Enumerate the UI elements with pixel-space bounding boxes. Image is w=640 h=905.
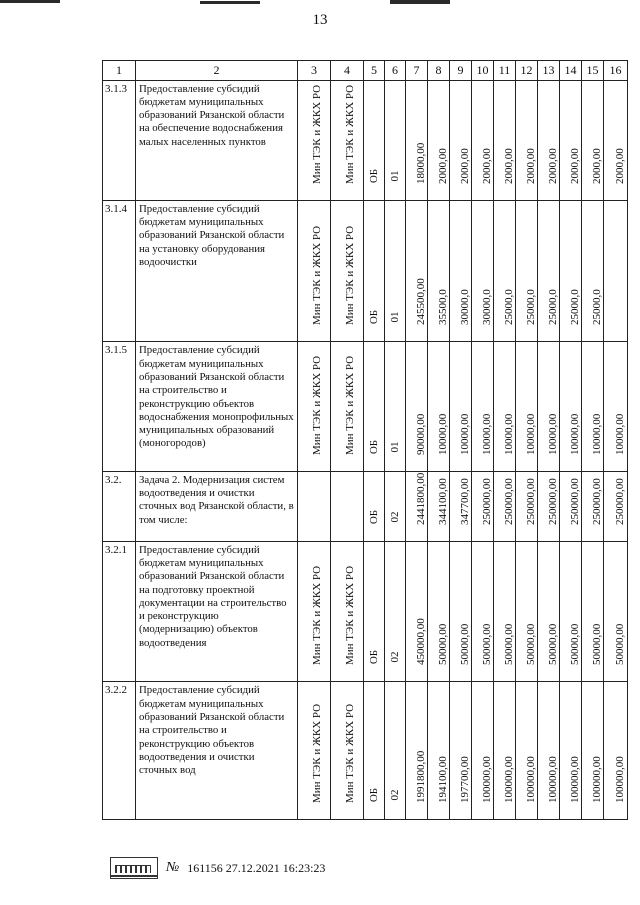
header-cell: 14: [560, 61, 582, 81]
amount-cell: [428, 682, 450, 820]
amount-cell: [406, 471, 428, 541]
table-row: [103, 342, 628, 471]
doc-info: 161156 27.12.2021 16:23:23: [187, 860, 326, 875]
amount-text: 100000,00: [502, 756, 515, 803]
amount-text: 10000,00: [524, 413, 537, 455]
header-cell: 13: [538, 61, 560, 81]
amount-text: 100000,00: [590, 756, 603, 803]
amount-cell: [472, 80, 494, 200]
amount-text: 50000,00: [524, 624, 537, 666]
amount-text: 10000,00: [613, 413, 626, 455]
table-row: [103, 471, 628, 541]
funding-source-text: ОБ: [368, 509, 380, 524]
amount-cell: [538, 541, 560, 682]
amount-text: 90000,00: [414, 413, 427, 455]
executor-cell: [298, 342, 331, 471]
funding-source-text: ОБ: [368, 787, 380, 803]
header-cell: 5: [364, 61, 385, 81]
funding-source-cell: [364, 200, 385, 342]
funding-code-text: 02: [389, 511, 401, 523]
amount-cell: [560, 682, 582, 820]
amount-text: 347700,00: [458, 477, 471, 525]
amount-cell: [494, 541, 516, 682]
funding-code-cell: [385, 682, 406, 820]
amount-text: 50000,00: [436, 624, 449, 666]
executor-text: Мин ТЭК и ЖКХ РО: [311, 226, 324, 326]
amount-cell: [604, 200, 628, 342]
executor-cell: [298, 682, 331, 820]
amount-cell: [450, 471, 472, 541]
amount-text: 100000,00: [613, 756, 626, 803]
funding-code-cell: [385, 342, 406, 471]
amount-text: 25000,0: [502, 289, 515, 326]
table-row: [103, 541, 628, 682]
amount-cell: [538, 200, 560, 342]
amount-text: 2000,00: [568, 147, 581, 184]
header-cell: 4: [331, 61, 364, 81]
amount-text: 50000,00: [502, 624, 515, 666]
measure-name-cell: Предоставление субсидий бюджетам муниципальных образований Рязанской области на подготовку проектной документации на строительство и реконструкцию (модернизацию) объектов водоотведения: [136, 541, 298, 682]
amount-text: 50000,00: [480, 624, 493, 666]
table-row: [103, 200, 628, 342]
executor-text: Мин ТЭК и ЖКХ РО: [311, 84, 324, 184]
amount-text: 344100,00: [436, 477, 449, 525]
amount-cell: [450, 80, 472, 200]
amount-text: 25000,0: [546, 289, 559, 326]
funding-code-text: 01: [389, 311, 401, 323]
funding-source-cell: [364, 80, 385, 200]
amount-cell: [516, 541, 538, 682]
amount-cell: [538, 682, 560, 820]
amount-cell: [406, 200, 428, 342]
amount-cell: [604, 541, 628, 682]
coexecutor-text: Мин ТЭК и ЖКХ РО: [344, 226, 357, 326]
row-number-cell: 3.1.4: [103, 200, 136, 342]
amount-text: 10000,00: [436, 413, 449, 455]
row-number-cell: 3.2.1: [103, 541, 136, 682]
coexecutor-cell: [331, 80, 364, 200]
amount-text: 194100,00: [436, 756, 449, 803]
funding-code-cell: [385, 200, 406, 342]
coexecutor-cell: [331, 342, 364, 471]
amount-text: 2000,00: [590, 147, 603, 184]
amount-cell: [538, 80, 560, 200]
amount-text: 10000,00: [590, 413, 603, 455]
amount-cell: [472, 342, 494, 471]
amount-cell: [560, 541, 582, 682]
amount-text: 50000,00: [568, 624, 581, 666]
amount-cell: [472, 682, 494, 820]
row-number-cell: 3.1.5: [103, 342, 136, 471]
amount-text: 100000,00: [568, 756, 581, 803]
amount-text: 10000,00: [568, 413, 581, 455]
doc-number-mark: №: [166, 860, 180, 875]
funding-code-cell: [385, 471, 406, 541]
measure-name-cell: Предоставление субсидий бюджетам муниципальных образований Рязанской области на строительство и реконструкцию объектов водоотведения и очистки сточных вод: [136, 682, 298, 820]
header-cell: 16: [604, 61, 628, 81]
amount-text: 197700,00: [458, 756, 471, 803]
amount-text: 2000,00: [524, 147, 537, 184]
table-row: [103, 80, 628, 200]
amount-cell: [604, 682, 628, 820]
measure-name-cell: Предоставление субсидий бюджетам муниципальных образований Рязанской области на строительство и реконструкцию объектов водоснабжения монопрофильных муниципальных образований (моногородов): [136, 342, 298, 471]
amount-text: 2000,00: [613, 147, 626, 184]
amount-text: 25000,0: [568, 289, 581, 326]
amount-text: 50000,00: [590, 624, 603, 666]
amount-text: 2000,00: [546, 147, 559, 184]
amount-cell: [582, 80, 604, 200]
amount-cell: [516, 682, 538, 820]
amount-cell: [494, 342, 516, 471]
amount-cell: [450, 342, 472, 471]
amount-text: 250000,00: [590, 477, 603, 525]
amount-cell: [494, 80, 516, 200]
executor-text: Мин ТЭК и ЖКХ РО: [311, 703, 324, 803]
amount-cell: [428, 80, 450, 200]
funding-source-text: ОБ: [368, 439, 380, 454]
amount-text: 450000,00: [414, 618, 427, 666]
amount-text: 50000,00: [613, 624, 626, 666]
amount-text: 25000,0: [590, 289, 603, 326]
executor-cell: [298, 471, 331, 541]
funding-source-cell: [364, 541, 385, 682]
header-cell: 10: [472, 61, 494, 81]
amount-text: 250000,00: [480, 477, 493, 525]
measure-name-cell: Задача 2. Модернизация систем водоотведения и очистки сточных вод Рязанской области, в том числе:: [136, 471, 298, 541]
amount-cell: [560, 342, 582, 471]
amount-cell: [582, 342, 604, 471]
amount-cell: [560, 200, 582, 342]
measure-name-cell: Предоставление субсидий бюджетам муниципальных образований Рязанской области на установку оборудования водоочистки: [136, 200, 298, 342]
amount-text: 10000,00: [480, 413, 493, 455]
header-cell: 15: [582, 61, 604, 81]
amount-cell: [560, 471, 582, 541]
amount-cell: [538, 471, 560, 541]
amount-text: 2000,00: [480, 147, 493, 184]
amount-text: 250000,00: [568, 477, 581, 525]
coexecutor-cell: [331, 541, 364, 682]
funding-code-cell: [385, 541, 406, 682]
header-cell: 3: [298, 61, 331, 81]
amount-text: 35500,0: [436, 289, 449, 326]
coexecutor-text: Мин ТЭК и ЖКХ РО: [344, 355, 357, 455]
amount-cell: [582, 541, 604, 682]
amount-text: 10000,00: [458, 413, 471, 455]
amount-cell: [406, 541, 428, 682]
amount-text: 245500,00: [414, 278, 427, 326]
amount-cell: [604, 471, 628, 541]
header-cell: 6: [385, 61, 406, 81]
page-number: 13: [312, 12, 328, 28]
row-number-cell: 3.2.: [103, 471, 136, 541]
amount-text: 30000,0: [458, 289, 471, 326]
amount-cell: [472, 200, 494, 342]
coexecutor-cell: [331, 682, 364, 820]
amount-text: 2441800,00: [414, 472, 427, 525]
footer: [110, 857, 325, 879]
amount-cell: [582, 682, 604, 820]
coexecutor-cell: [331, 471, 364, 541]
funding-code-cell: [385, 80, 406, 200]
amount-cell: [604, 342, 628, 471]
amount-cell: [450, 200, 472, 342]
amount-text: 1991800,00: [414, 750, 427, 803]
funding-source-text: ОБ: [368, 650, 380, 665]
amount-text: 2000,00: [458, 147, 471, 184]
funding-source-text: ОБ: [368, 310, 380, 325]
amount-text: 100000,00: [480, 756, 493, 803]
amount-text: 250000,00: [613, 477, 626, 525]
header-cell: 8: [428, 61, 450, 81]
coexecutor-cell: [331, 200, 364, 342]
amount-cell: [582, 200, 604, 342]
funding-source-cell: [364, 342, 385, 471]
amount-cell: [494, 200, 516, 342]
funding-source-cell: [364, 682, 385, 820]
amount-text: 18000,00: [414, 142, 427, 184]
funding-code-text: 01: [389, 441, 401, 453]
amount-cell: [428, 471, 450, 541]
funding-source-text: ОБ: [368, 168, 380, 183]
funding-code-text: 02: [389, 651, 401, 663]
measure-name-cell: Предоставление субсидий бюджетам муниципальных образований Рязанской области на обеспечение водоснабжения малых населенных пунктов: [136, 80, 298, 200]
amount-cell: [604, 80, 628, 200]
amount-cell: [450, 682, 472, 820]
amount-cell: [472, 541, 494, 682]
header-cell: 12: [516, 61, 538, 81]
amount-cell: [516, 200, 538, 342]
amount-cell: [406, 682, 428, 820]
row-number-cell: 3.1.3: [103, 80, 136, 200]
amount-text: 50000,00: [458, 624, 471, 666]
amount-cell: [428, 200, 450, 342]
amount-cell: [516, 471, 538, 541]
amount-text: 10000,00: [546, 413, 559, 455]
amount-text: 10000,00: [502, 413, 515, 455]
scan-artifact-right: [390, 0, 450, 4]
amount-cell: [560, 80, 582, 200]
amount-cell: [406, 342, 428, 471]
executor-text: Мин ТЭК и ЖКХ РО: [311, 355, 324, 455]
amount-cell: [516, 342, 538, 471]
coexecutor-text: Мин ТЭК и ЖКХ РО: [344, 703, 357, 803]
table-row: [103, 682, 628, 820]
amount-cell: [516, 80, 538, 200]
header-cell: 11: [494, 61, 516, 81]
header-cell: 2: [136, 61, 298, 81]
amount-cell: [406, 80, 428, 200]
funding-code-text: 02: [389, 789, 401, 801]
executor-cell: [298, 80, 331, 200]
amount-cell: [582, 471, 604, 541]
amount-text: 2000,00: [436, 147, 449, 184]
header-cell: 9: [450, 61, 472, 81]
scan-artifact-mid: [200, 1, 260, 4]
amount-cell: [428, 342, 450, 471]
coexecutor-text: Мин ТЭК и ЖКХ РО: [344, 84, 357, 184]
amount-text: 50000,00: [546, 624, 559, 666]
amount-text: 250000,00: [524, 477, 537, 525]
header-row: [103, 61, 628, 81]
amount-cell: [538, 342, 560, 471]
amount-text: 25000,0: [524, 289, 537, 326]
amount-cell: [494, 471, 516, 541]
amount-text: 100000,00: [524, 756, 537, 803]
program-table: [102, 60, 628, 820]
amount-text: 2000,00: [502, 147, 515, 184]
amount-cell: [450, 541, 472, 682]
header-cell: 1: [103, 61, 136, 81]
executor-cell: [298, 200, 331, 342]
row-number-cell: 3.2.2: [103, 682, 136, 820]
amount-text: 30000,0: [480, 289, 493, 326]
coexecutor-text: Мин ТЭК и ЖКХ РО: [344, 566, 357, 666]
amount-text: 100000,00: [546, 756, 559, 803]
amount-cell: [472, 471, 494, 541]
amount-cell: [494, 682, 516, 820]
executor-text: Мин ТЭК и ЖКХ РО: [311, 566, 324, 666]
funding-code-text: 01: [389, 170, 401, 182]
funding-source-cell: [364, 471, 385, 541]
amount-text: 250000,00: [546, 477, 559, 525]
executor-cell: [298, 541, 331, 682]
header-cell: 7: [406, 61, 428, 81]
amount-cell: [428, 541, 450, 682]
scan-artifact-left: [0, 0, 60, 3]
building-seal-icon: [110, 857, 158, 879]
amount-text: 250000,00: [502, 477, 515, 525]
